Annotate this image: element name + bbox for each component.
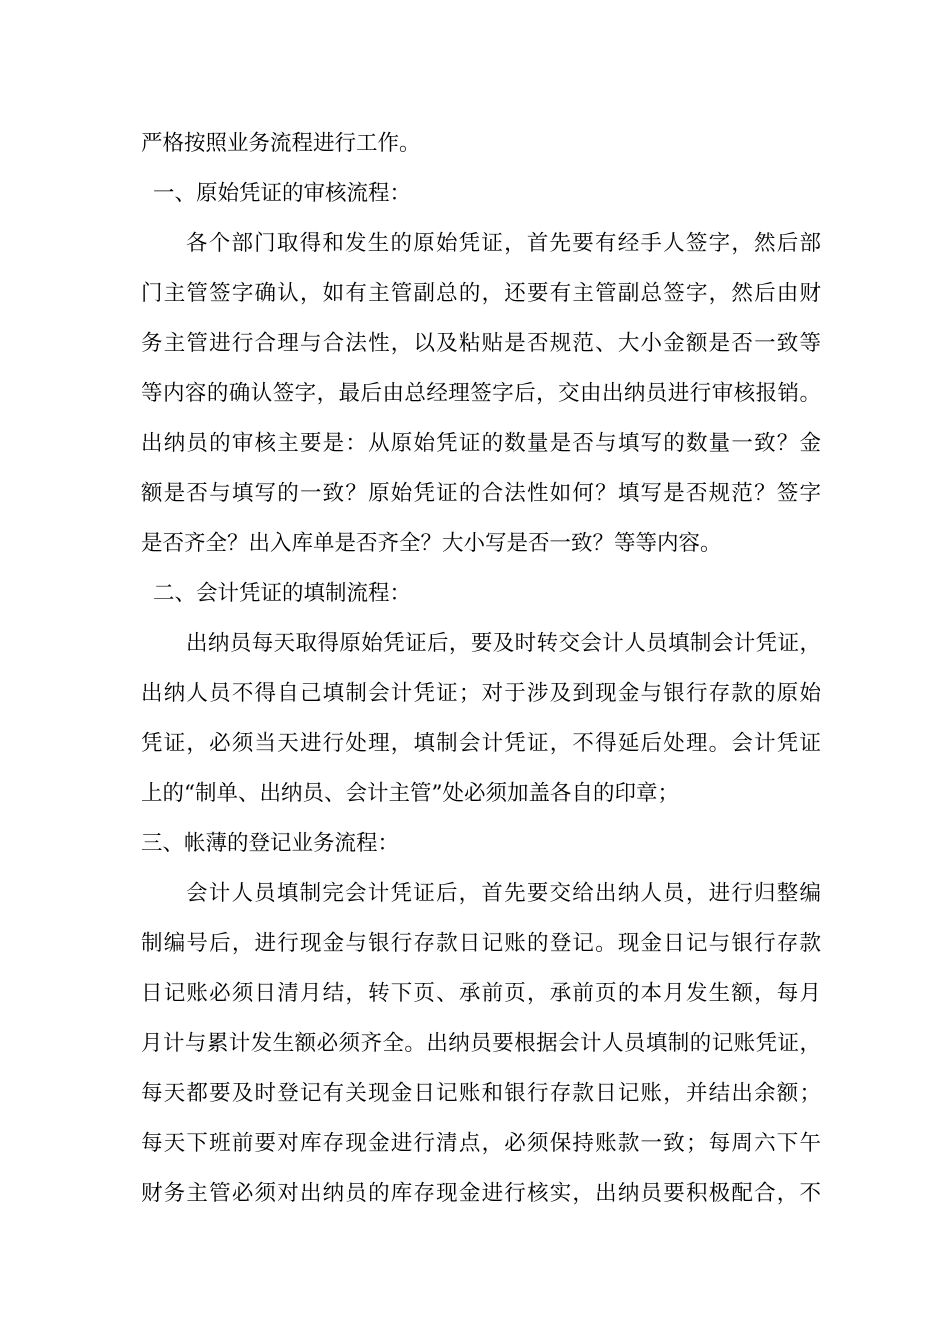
paragraph-line: 严格按照业务流程进行工作。 bbox=[141, 131, 421, 156]
paragraph-line: 各个部门取得和发生的原始凭证，首先要有经手人签字，然后部 bbox=[186, 231, 821, 256]
section-heading-2: 二、会计凭证的填制流程： bbox=[153, 581, 412, 606]
paragraph-line: 是否齐全？出入库单是否齐全？大小写是否一致？等等内容。 bbox=[141, 531, 722, 556]
paragraph-line: 月计与累计发生额必须齐全。出纳员要根据会计人员填制的记账凭证， bbox=[141, 1031, 821, 1056]
paragraph-line: 会计人员填制完会计凭证后，首先要交给出纳人员，进行归整编 bbox=[186, 881, 821, 906]
paragraph-line: 日记账必须日清月结，转下页、承前页，承前页的本月发生额，每月 bbox=[141, 981, 821, 1006]
section-heading-1: 一、原始凭证的审核流程： bbox=[153, 181, 412, 206]
paragraph-line: 出纳人员不得自己填制会计凭证；对于涉及到现金与银行存款的原始 bbox=[141, 681, 821, 706]
section-heading-3: 三、帐薄的登记业务流程： bbox=[141, 831, 400, 856]
paragraph-line: 每天下班前要对库存现金进行清点，必须保持账款一致；每周六下午 bbox=[141, 1131, 821, 1156]
paragraph-line: 等内容的确认签字，最后由总经理签字后，交由出纳员进行审核报销。 bbox=[141, 381, 821, 406]
paragraph-line: 上的“制单、出纳员、会计主管”处必须加盖各自的印章； bbox=[141, 781, 679, 806]
paragraph-line: 出纳员每天取得原始凭证后，要及时转交会计人员填制会计凭证， bbox=[186, 631, 821, 656]
paragraph-line: 门主管签字确认，如有主管副总的，还要有主管副总签字，然后由财 bbox=[141, 281, 821, 306]
paragraph-line: 务主管进行合理与合法性，以及粘贴是否规范、大小金额是否一致等 bbox=[141, 331, 821, 356]
paragraph-line: 额是否与填写的一致？原始凭证的合法性如何？填写是否规范？签字 bbox=[141, 481, 821, 506]
paragraph-line: 每天都要及时登记有关现金日记账和银行存款日记账，并结出余额； bbox=[141, 1081, 821, 1106]
paragraph-line: 出纳员的审核主要是：从原始凭证的数量是否与填写的数量一致？金 bbox=[141, 431, 821, 456]
paragraph-line: 制编号后，进行现金与银行存款日记账的登记。现金日记与银行存款 bbox=[141, 931, 821, 956]
paragraph-line: 财务主管必须对出纳员的库存现金进行核实，出纳员要积极配合，不 bbox=[141, 1181, 821, 1206]
paragraph-line: 凭证，必须当天进行处理，填制会计凭证，不得延后处理。会计凭证 bbox=[141, 731, 821, 756]
